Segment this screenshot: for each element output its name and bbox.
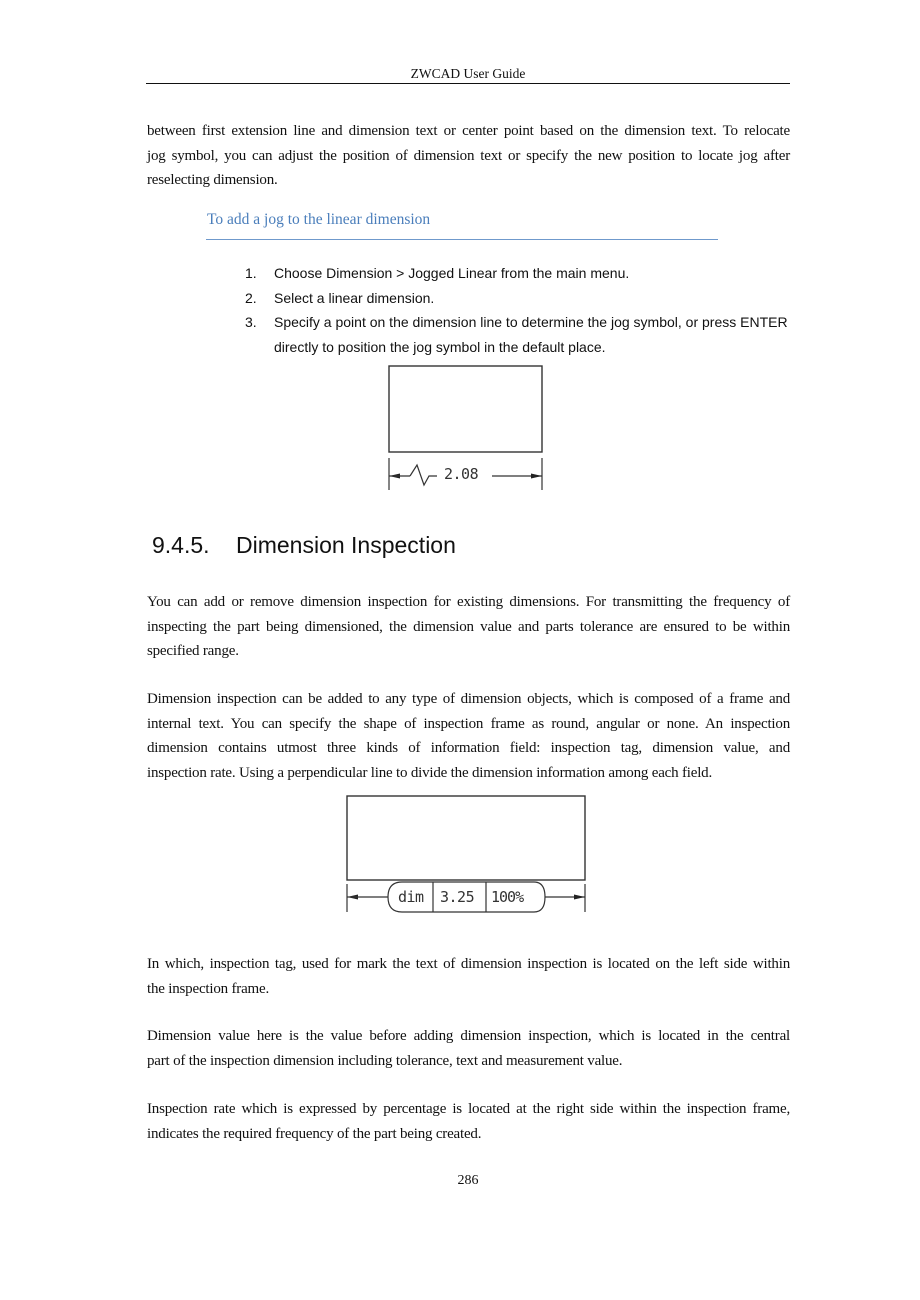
text-line: dimension contains utmost three kinds of information field: inspection tag, dimension value, and <box>147 740 790 756</box>
text-line: the inspection frame. <box>147 980 270 997</box>
step-text: directly to position the jog symbol in the default place. <box>274 338 606 355</box>
header-divider <box>146 83 790 84</box>
text-line: specified range. <box>147 643 239 659</box>
text-line: internal text. You can specify the shape of inspection frame as round, angular or none. An inspection <box>147 715 790 732</box>
procedure-steps <box>245 261 790 359</box>
inspection-tag-text: dim <box>398 888 424 906</box>
intro-paragraph <box>147 119 790 193</box>
text-line: part of the inspection dimension including tolerance, text and measurement value. <box>147 1052 623 1069</box>
text-line: inspection rate. Using a perpendicular line to divide the dimension information among each field. <box>147 764 713 781</box>
section-title: Dimension Inspection <box>236 532 456 558</box>
step-item <box>245 261 790 286</box>
body-paragraph <box>147 1097 790 1146</box>
section-heading <box>152 532 456 559</box>
text-line: between first extension line and dimension text or center point based on the dimension text. To relocate <box>147 123 790 139</box>
procedure-heading: To add a jog to the linear dimension <box>207 211 431 228</box>
text-line: Dimension inspection can be added to any type of dimension objects, which is composed of a frame and <box>147 691 790 707</box>
step-item <box>245 286 790 311</box>
jog-symbol-icon <box>410 465 437 485</box>
text-line: You can add or remove dimension inspection for existing dimensions. For transmitting the frequency of <box>147 594 790 610</box>
body-paragraph <box>147 590 790 664</box>
text-line: inspecting the part being dimensioned, the dimension value and parts tolerance are ensured to be within <box>147 618 790 635</box>
inspection-dimension-figure <box>342 792 592 914</box>
text-line: indicates the required frequency of the part being created. <box>147 1125 482 1142</box>
running-header: ZWCAD User Guide <box>410 66 526 81</box>
jogged-dimension-figure <box>384 362 548 494</box>
body-paragraph <box>147 1024 790 1073</box>
step-item <box>245 310 790 359</box>
text-line: Dimension value here is the value before adding dimension inspection, which is located in the central <box>147 1028 790 1044</box>
inspection-rate-text: 100% <box>491 888 524 906</box>
body-paragraph <box>147 687 790 785</box>
inspection-value-text: 3.25 <box>440 888 475 906</box>
step-number: 1. <box>245 265 257 281</box>
step-text: Choose Dimension > Jogged Linear from the main menu. <box>274 265 630 281</box>
section-number: 9.4.5. <box>152 532 210 558</box>
dimension-value-text: 2.08 <box>444 465 479 483</box>
text-line: reselecting dimension. <box>147 172 278 188</box>
text-line: jog symbol, you can adjust the position of dimension text or specify the new position to locate jog after <box>147 147 790 164</box>
step-text: Select a linear dimension. <box>274 289 435 306</box>
text-line: Inspection rate which is expressed by percentage is located at the right side within the inspection frame, <box>147 1101 790 1117</box>
step-number: 3. <box>245 314 257 330</box>
procedure-heading-rule <box>206 239 718 240</box>
body-paragraph <box>147 952 790 1001</box>
step-text: Specify a point on the dimension line to determine the jog symbol, or press ENTER <box>274 314 788 330</box>
step-number: 2. <box>245 289 257 306</box>
page-number: 286 <box>457 1173 479 1188</box>
text-line: In which, inspection tag, used for mark the text of dimension inspection is located on the left side within <box>147 956 790 972</box>
